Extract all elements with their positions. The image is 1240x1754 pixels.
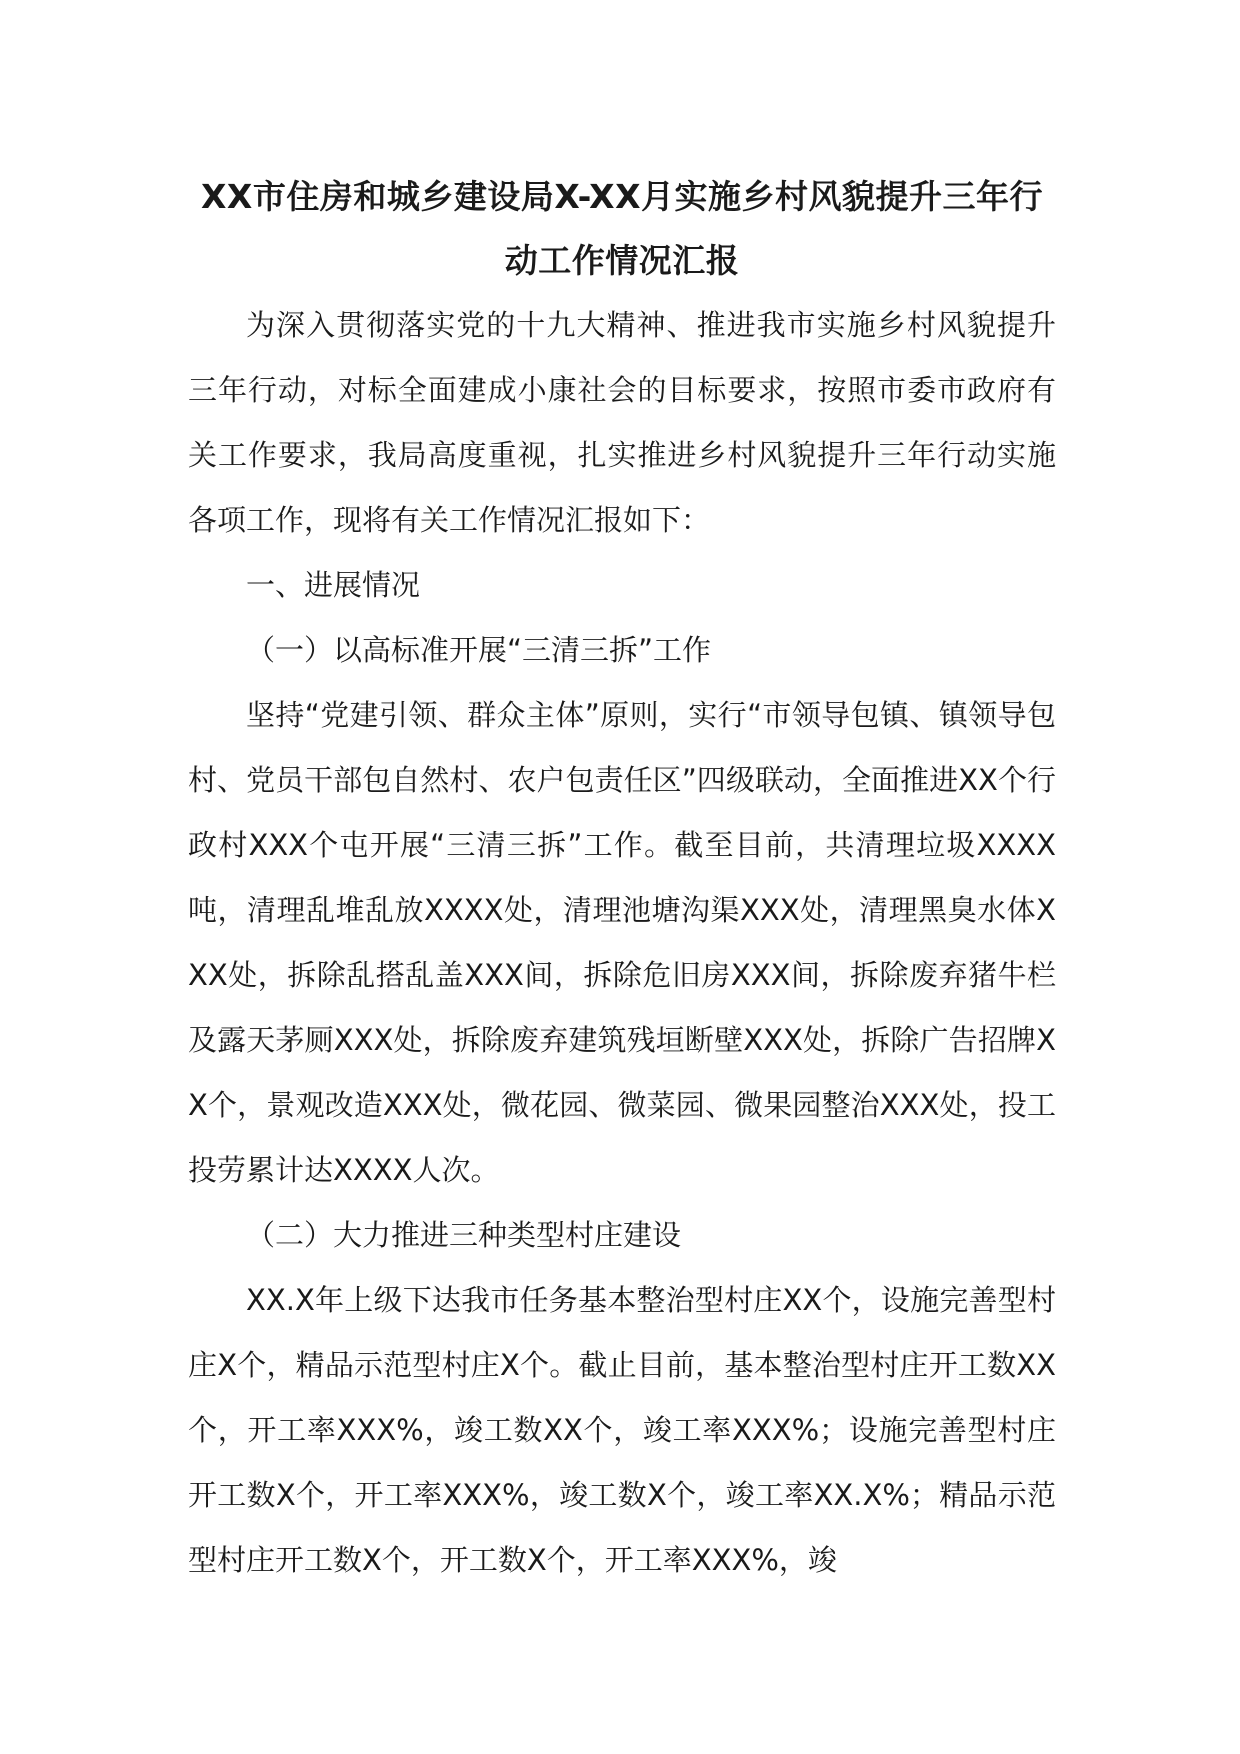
subsection-body-village-construction: XX.X年上级下达我市任务基本整治型村庄XX个，设施完善型村庄X个，精品示范型村庄X个。截止目前，基本整治型村庄开工数XX个，开工率XXX%，竣工数XX个，竣工率XXX%；设施完善型村庄开工数X个，开工率XXX%，竣工数X个，竣工率XX.X%；精品示范型村庄开工数X个，开工数X个，开工率XXX%，竣 bbox=[188, 1283, 1056, 1577]
subsection-heading-sanqing-sanchai: （一）以高标准开展“三清三拆”工作 bbox=[246, 633, 712, 667]
section-heading-progress: 一、进展情况 bbox=[246, 568, 421, 602]
intro-paragraph: 为深入贯彻落实党的十九大精神、推进我市实施乡村风貌提升三年行动，对标全面建成小康社会的目标要求，按照市委市政府有关工作要求，我局高度重视，扎实推进乡村风貌提升三年行动实施各项工作，现将有关工作情况汇报如下： bbox=[188, 308, 1056, 537]
subsection-heading-village-construction: （二）大力推进三种类型村庄建设 bbox=[246, 1218, 682, 1252]
subsection-body-sanqing-sanchai: 坚持“党建引领、群众主体”原则，实行“市领导包镇、镇领导包村、党员干部包自然村、农户包责任区”四级联动，全面推进XX个行政村XXX个屯开展“三清三拆”工作。截至目前，共清理垃圾XXXX吨，清理乱堆乱放XXXX处，清理池塘沟渠XXX处，清理黑臭水体XXX处，拆除乱搭乱盖XXX间，拆除危旧房XXX间，拆除废弃猪牛栏及露天茅厕XXX处，拆除废弃建筑残垣断壁XXX处，拆除广告招牌XX个，景观改造XXX处，微花园、微菜园、微果园整治XXX处，投工投劳累计达XXXX人次。 bbox=[188, 698, 1056, 1187]
document-title: XX市住房和城乡建设局X-XX月实施乡村风貌提升三年行动工作情况汇报 bbox=[200, 177, 1044, 280]
document-page bbox=[188, 165, 1056, 1593]
